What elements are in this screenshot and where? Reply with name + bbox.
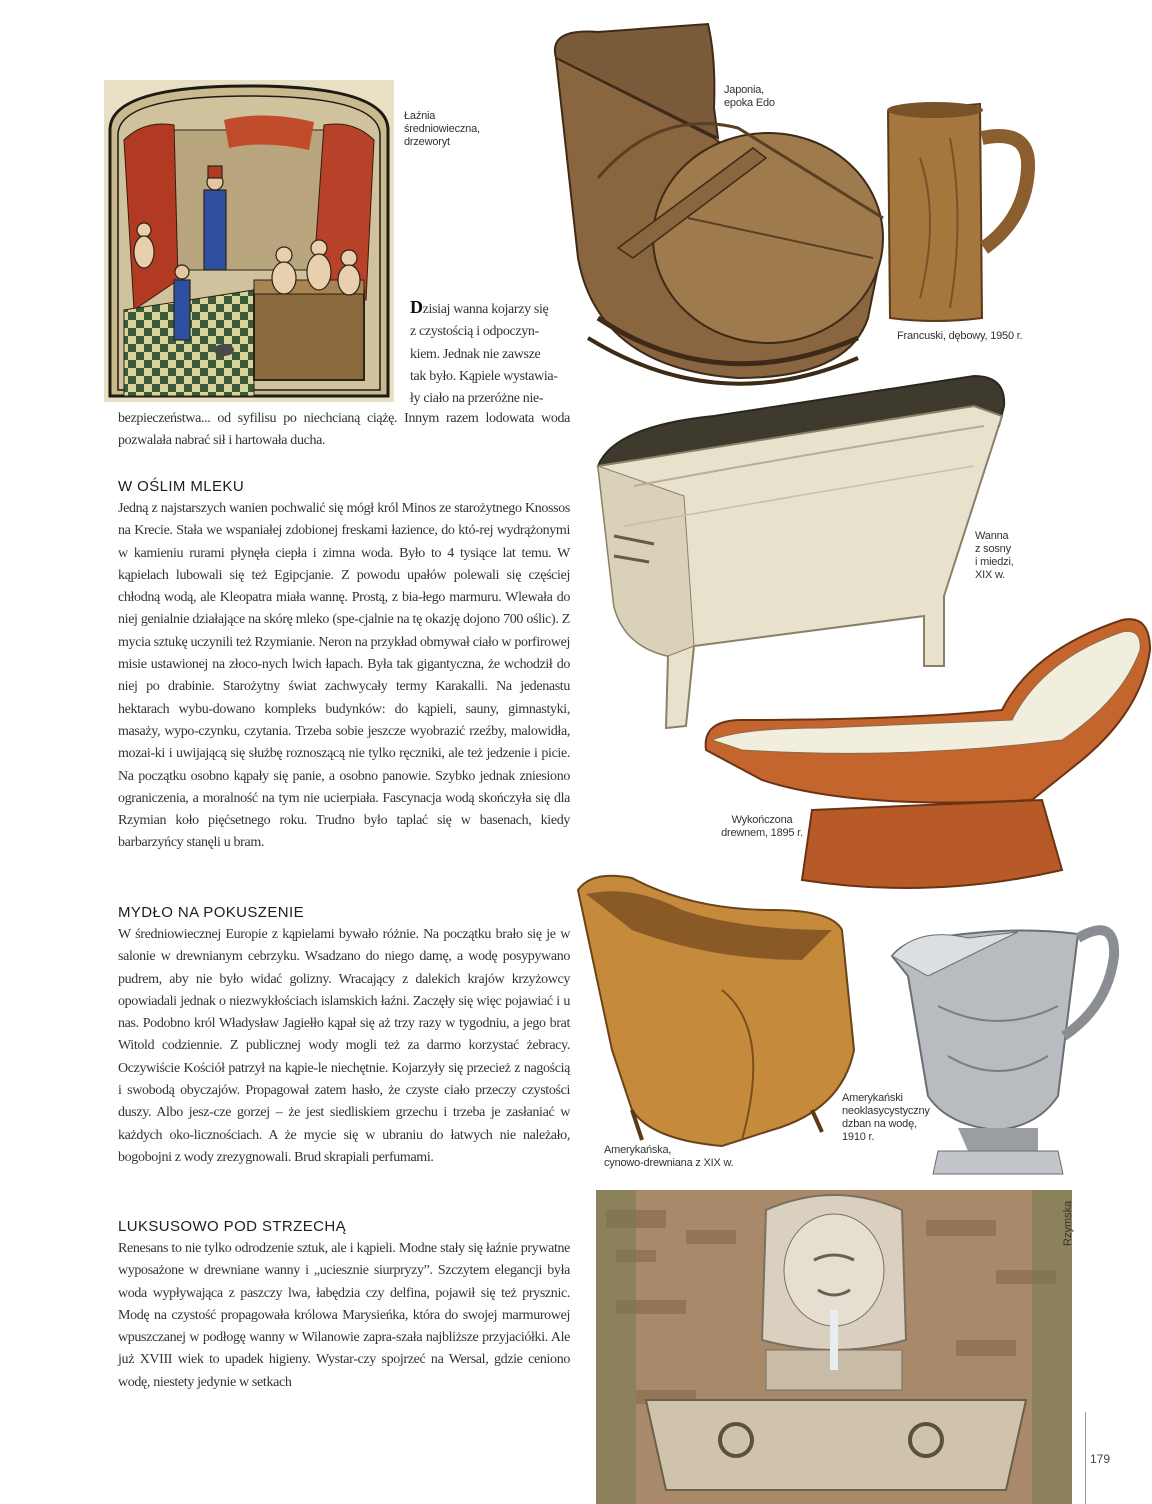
wooden-finished-tub-photo [702,610,1152,892]
section-body-luxury: Renesans to nie tylko odrodzenie sztuk, ale i kąpieli. Modne stały się łaźnie prywatne wyposażone w drewniane wanny i „uciesznie siurpryzy”. Szczytem elegancji była woda wypływająca z paszczy lwa, łabędzia czy delfina, pojawił się też prysznic. Modę na czystość propagowała królowa Marysieńka, która do swojej marmurowej wpuszczanej w podłogę wanny w Wilanowie zapra-szała najbliższe przyjaciółki. Ale już XVIII wiek to upadek higieny. Wystar-czy spojrzeć na Wersal, gdzie ceniono wodę, niestety jedynie w setkach [118,1241,570,1390]
caption-woodcut: Łaźnia średniowieczna, drzeworyt [404,110,480,148]
caption-wooden: Wykończona drewnem, 1895 r. [721,814,803,839]
section-heading-soap: MYDŁO NA POKUSZENIE [118,904,304,921]
drop-cap: D [410,297,423,317]
roman-fountain-photo [596,1190,1072,1504]
intro-continuation: bezpieczeństwa... od syfilisu po niechcianą ciążę. Innym razem lodowata woda pozwalała nabrać sił i hartowała ducha. [118,411,570,449]
section-body-soap: W średniowiecznej Europie z kąpielami bywało różnie. Na początku brało się je w salonie w drewnianym cebrzyku. Wsadzano do niego damę, a wodę posypywano pudrem, aby nie było widać golizny. Wracający z dalekich krajów krzyżowcy opowiadali jednak o niezwykłościach islamskich łaźni. Zaczęły się więc pojawiać i u nas. Podobno król Władysław Jagiełło kąpał się aż trzy razy w tygodniu, a jego brat Witold codziennie. Z publicznej wody mogli też za darmo korzystać żebracy. Oczywiście Kościół patrzył na kąpie-le niechętnie. Kojarzyły się przecież z nagością i swobodą obyczajów. Propagował zatem hasło, że czyste ciało przeczy czystości duszy. Albo jesz-cze gorzej – że jest siedliskiem grzechu i trzeba je zasłaniać w każdych oko-licznościach. A że mycie się w ubraniu do łatwych nie należało, bogobojni z wody zrezygnowali. Brud skrapiali perfumami. [118,927,570,1165]
medieval-bathhouse-woodcut [104,80,394,402]
caption-japan: Japonia, epoka Edo [724,84,775,109]
caption-american-tub: Amerykańska, cynowo-drewniana z XIX w. [604,1144,734,1169]
page-rule [1085,1412,1086,1504]
french-oak-jug-photo [880,98,1040,324]
japanese-edo-tub-photo [538,18,888,390]
section-heading-luxury: LUKSUSOWO POD STRZECHĄ [118,1218,346,1235]
caption-pine: Wanna z sosny i miedzi, XIX w. [975,530,1014,581]
caption-american-jug: Amerykański neoklasycystyczny dzban na wodę, 1910 r. [842,1092,930,1143]
caption-roman: Rzymska [1062,1200,1074,1246]
page-number: 179 [1090,1452,1111,1466]
section-body-donkey-milk: Jedną z najstarszych wanien pochwalić się mógł król Minos ze starożytnego Knossos na Krecie. Stała we wspaniałej zdobionej freskami łazience, do któ-rej wydrążonymi w kamieniu rurami płynęła ciepła i zimna woda. Było to 4 tysiące lat temu. W kąpielach lubowali się też Egipcjanie. Z powodu upałów polewali się częściej chłodną wodą, ale Kleopatra miała wannę. Prostą, z bia-łego marmuru. Wlewała do niej genialnie działające na skórę mleko (spe-cjalnie na tę okazję dojono 700 oślic). Z mycia sztukę uczynili też Rzymianie. Neron na przykład obmywał ciało w porfirowej misie ustawionej na złoco-nych lwich łapach. Była tak gigantyczna, że wchodził do niej po drabinie. Starożytny świat zachwycały termy Karakalli. Na jedenastu hektarach wybu-dowano kompleks budynków: do kąpieli, sauny, gimnastyki, masaży, wypo-czynku, czytania. Trzeba sobie jeszcze wyobrazić rzeźby, malowidła, mozai-ki i uwijającą się służbę roznoszącą nie tylko ręczniki, ale też jedzenie i picie. Na początku osobno kąpały się panie, a osobno panowie. Szybko jednak zniesiono ograniczenia, a moralność na tym nie ucierpiała. Fascynacja wodą skończyła się dla Rzymian koło pięćsetnego roku. Trudno było taplać się w basenach, kiedy barbarzyńcy stanęli u bram. [118,501,570,851]
section-heading-donkey-milk: W OŚLIM MLEKU [118,478,245,495]
american-tin-tub-photo [572,870,862,1148]
intro-wrapped-text: Dzisiaj wanna kojarzy się z czystością i odpoczyn- kiem. Jednak nie zawsze tak było. Kąpiele wystawia- ły ciało na przeróżne nie- [410,297,558,407]
caption-french: Francuski, dębowy, 1950 r. [897,330,1023,342]
